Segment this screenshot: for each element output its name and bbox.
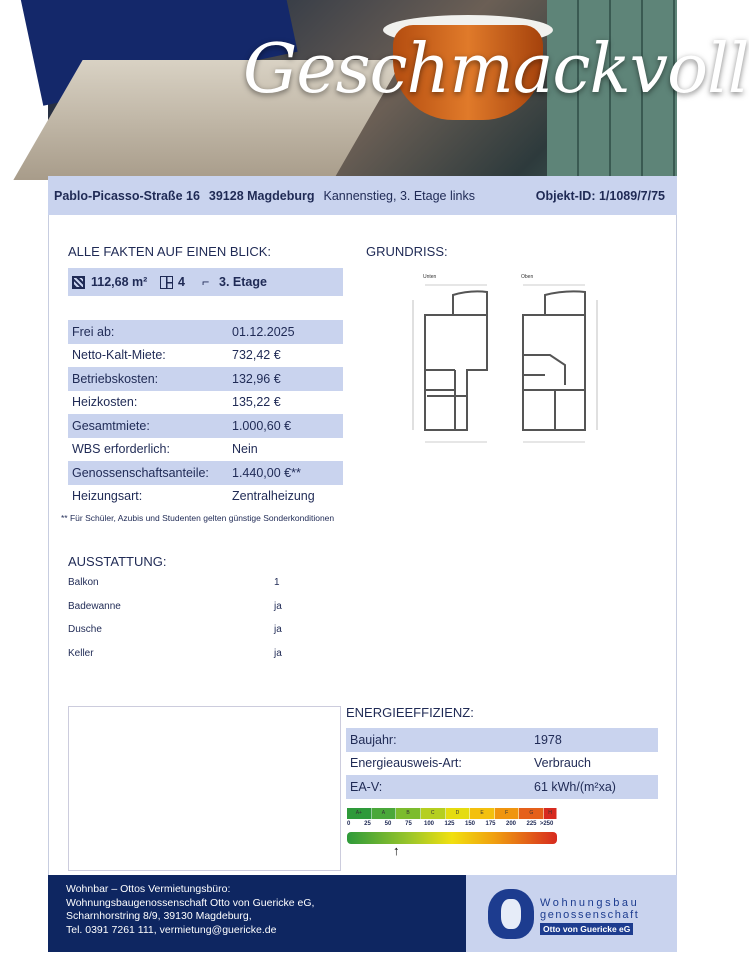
floorplan-upper-label: Oben [521, 274, 534, 280]
footnote: ** Für Schüler, Azubis und Studenten gelten günstige Sonderkonditionen [61, 513, 335, 523]
row-label: Dusche [68, 624, 102, 636]
facts-summary [68, 268, 343, 296]
energy-heading: ENERGIEEFFIZIENZ: [346, 705, 474, 720]
row-label: Baujahr: [350, 732, 397, 747]
table-row [68, 344, 343, 368]
energy-class: E [470, 808, 495, 819]
row-value: 135,22 € [232, 395, 281, 410]
row-label: Balkon [68, 577, 99, 589]
row-value: 1978 [534, 732, 562, 747]
energy-class: B [396, 808, 421, 819]
table-row [64, 618, 294, 642]
energy-tick: 175 [485, 821, 496, 827]
area-value: 112,68 m² [91, 275, 148, 289]
row-label: Badewanne [68, 600, 121, 612]
energy-tick: 100 [423, 821, 435, 827]
row-label: Gesamtmiete: [72, 418, 150, 433]
table-row [64, 642, 294, 666]
energy-tick: 25 [364, 821, 371, 827]
hero-script-title: Geschmackvoll [243, 30, 749, 109]
floorplan-heading: GRUNDRISS: [366, 244, 448, 259]
area-icon [72, 276, 85, 289]
energy-tick: 150 [464, 821, 476, 827]
table-row [68, 438, 343, 462]
table-row [346, 775, 658, 799]
energy-class: C [421, 808, 446, 819]
table-row [64, 595, 294, 619]
energy-class-bar [347, 808, 557, 819]
row-value: 1.000,60 € [232, 418, 292, 433]
row-label: WBS erforderlich: [72, 442, 170, 457]
floorplan-drawing [405, 270, 605, 450]
energy-tick: 50 [384, 821, 392, 827]
energy-class: H [544, 808, 557, 819]
stairs-icon: ⌐ [202, 275, 210, 289]
table-row [68, 320, 343, 344]
energy-tick: >250 [539, 821, 554, 827]
rooms-value: 4 [178, 275, 185, 289]
facts-heading: ALLE FAKTEN AUF EINEN BLICK: [68, 244, 272, 259]
energy-class: G [519, 808, 544, 819]
row-value: ja [274, 624, 282, 636]
row-value: 61 kWh/(m²xa) [534, 779, 616, 794]
image-placeholder [68, 706, 341, 871]
energy-class: D [446, 808, 471, 819]
row-label: Genossenschaftsanteile: [72, 465, 209, 480]
energy-tick: 0 [347, 821, 351, 827]
table-row [346, 728, 658, 752]
energy-gradient-bar [347, 832, 557, 844]
energy-tick: 125 [444, 821, 455, 827]
row-value: ja [274, 647, 282, 659]
table-row [68, 461, 343, 485]
location: Kannenstieg, 3. Etage links [323, 188, 475, 203]
row-label: Frei ab: [72, 324, 115, 339]
row-value: Verbrauch [534, 756, 591, 771]
rooms-icon [160, 276, 173, 289]
equipment-heading: AUSSTATTUNG: [68, 554, 167, 569]
row-label: Betriebskosten: [72, 371, 159, 386]
floor-value: 3. Etage [219, 275, 267, 289]
energy-tick: 200 [505, 821, 517, 827]
row-value: 132,96 € [232, 371, 281, 386]
logo-line3: Otto von Guericke eG [540, 923, 633, 935]
row-label: Heizkosten: [72, 395, 138, 410]
footer-line: Wohnungsbaugenossenschaft Otto von Guericke eG, [66, 896, 315, 909]
city: 39128 Magdeburg [208, 188, 315, 203]
row-label: Netto-Kalt-Miete: [72, 348, 166, 363]
row-label: Heizungsart: [72, 489, 143, 504]
row-label: EA-V: [350, 779, 383, 794]
table-row [68, 391, 343, 415]
row-value: Nein [232, 442, 258, 457]
energy-arrow-icon: ↑ [393, 843, 400, 858]
row-value: 732,42 € [232, 348, 281, 363]
row-label: Energieausweis-Art: [350, 756, 462, 771]
logo-line1: Wohnungsbau [540, 897, 640, 909]
hero-image [48, 0, 749, 176]
energy-scale [347, 808, 557, 856]
row-value: 01.12.2025 [232, 324, 295, 339]
table-row [68, 414, 343, 438]
footer-logo [466, 875, 677, 952]
table-row [346, 752, 658, 776]
footer-contact [48, 875, 466, 952]
energy-tick: 225 [526, 821, 537, 827]
floorplan-lower-label: Unten [423, 274, 437, 280]
footer-line: Wohnbar – Ottos Vermietungsbüro: [66, 883, 231, 895]
street: Pablo-Picasso-Straße 16 [54, 188, 200, 203]
object-id: Objekt-ID: 1/1089/7/75 [535, 188, 665, 203]
energy-class: A+ [347, 808, 372, 819]
footer-line: Tel. 0391 7261 111, vermietung@guericke.de [66, 923, 277, 936]
footer-line: Scharnhorstring 8/9, 39130 Magdeburg, [66, 910, 252, 922]
table-row [64, 571, 294, 595]
row-value: 1.440,00 €** [232, 465, 301, 480]
logo-line2: genossenschaft [540, 909, 640, 921]
energy-class: F [495, 808, 520, 819]
row-value: 1 [274, 577, 280, 589]
table-row [68, 367, 343, 391]
address-bar [48, 176, 677, 215]
guericke-portrait-icon [488, 889, 534, 939]
row-value: ja [274, 600, 282, 612]
row-value: Zentralheizung [232, 489, 315, 504]
table-row [68, 485, 343, 509]
energy-class: A [372, 808, 397, 819]
row-label: Keller [68, 647, 94, 659]
energy-tick: 75 [405, 821, 412, 827]
